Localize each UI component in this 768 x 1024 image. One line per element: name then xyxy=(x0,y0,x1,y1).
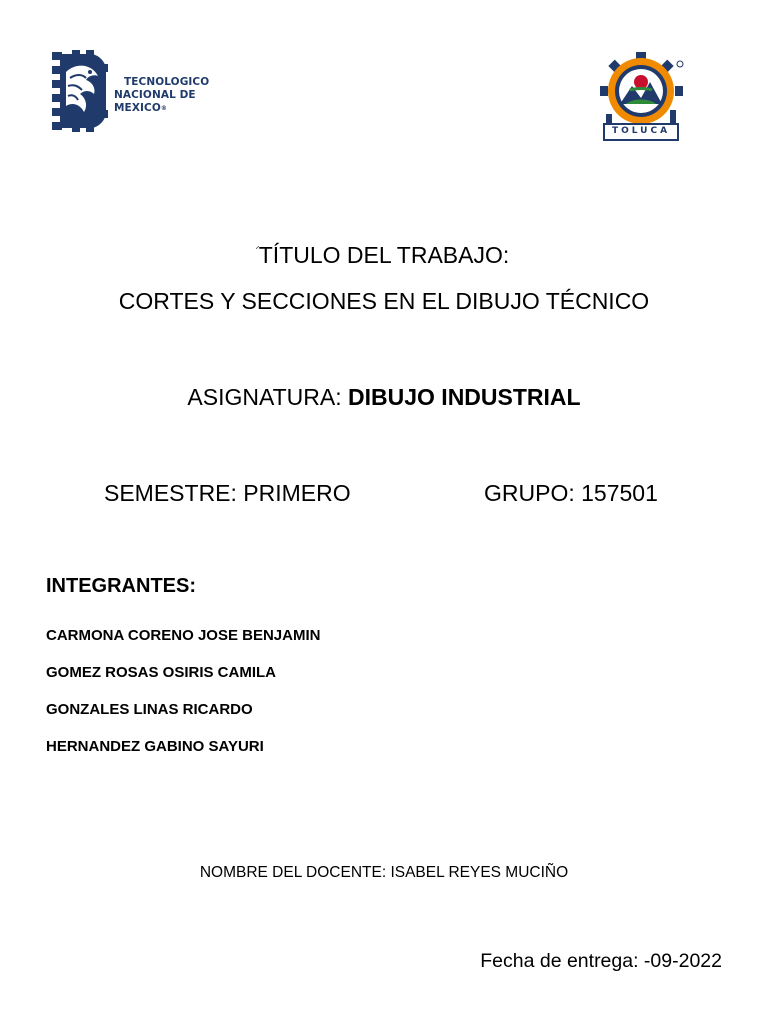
registered-mark: ® xyxy=(160,105,167,112)
members-list xyxy=(46,617,320,765)
tecnm-wordmark xyxy=(114,76,242,115)
members-heading: INTEGRANTES: xyxy=(46,575,196,597)
title-value: CORTES Y SECCIONES EN EL DIBUJO TÉCNICO xyxy=(118,288,650,314)
tecnm-wordmark-line2: NACIONAL DE MEXICO xyxy=(114,89,196,114)
tecnm-wordmark-line1: TECNOLOGICO xyxy=(124,76,210,88)
teacher-name: NOMBRE DEL DOCENTE: ISABEL REYES MUCIÑO xyxy=(199,864,569,881)
tecnm-logo xyxy=(52,50,242,132)
due-date: Fecha de entrega: -09-2022 xyxy=(480,950,722,972)
member-item: HERNANDEZ GABINO SAYURI xyxy=(46,738,264,755)
member-item: GOMEZ ROSAS OSIRIS CAMILA xyxy=(46,664,277,681)
tecnm-gear-eagle-icon xyxy=(52,50,110,132)
member-item: CARMONA CORENO JOSE BENJAMIN xyxy=(46,627,321,644)
subject-label: ASIGNATURA: xyxy=(187,384,349,410)
toluca-label: TOLUCA xyxy=(611,126,671,136)
title-label: TÍTULO DEL TRABAJO: xyxy=(258,242,510,268)
toluca-logo xyxy=(600,52,684,144)
semester-text: SEMESTRE: PRIMERO xyxy=(104,480,351,506)
group-text: GRUPO: 157501 xyxy=(484,480,658,506)
subject-line xyxy=(0,382,768,412)
member-item: GONZALES LINAS RICARDO xyxy=(46,701,253,718)
subject-value: DIBUJO INDUSTRIAL xyxy=(348,384,581,410)
